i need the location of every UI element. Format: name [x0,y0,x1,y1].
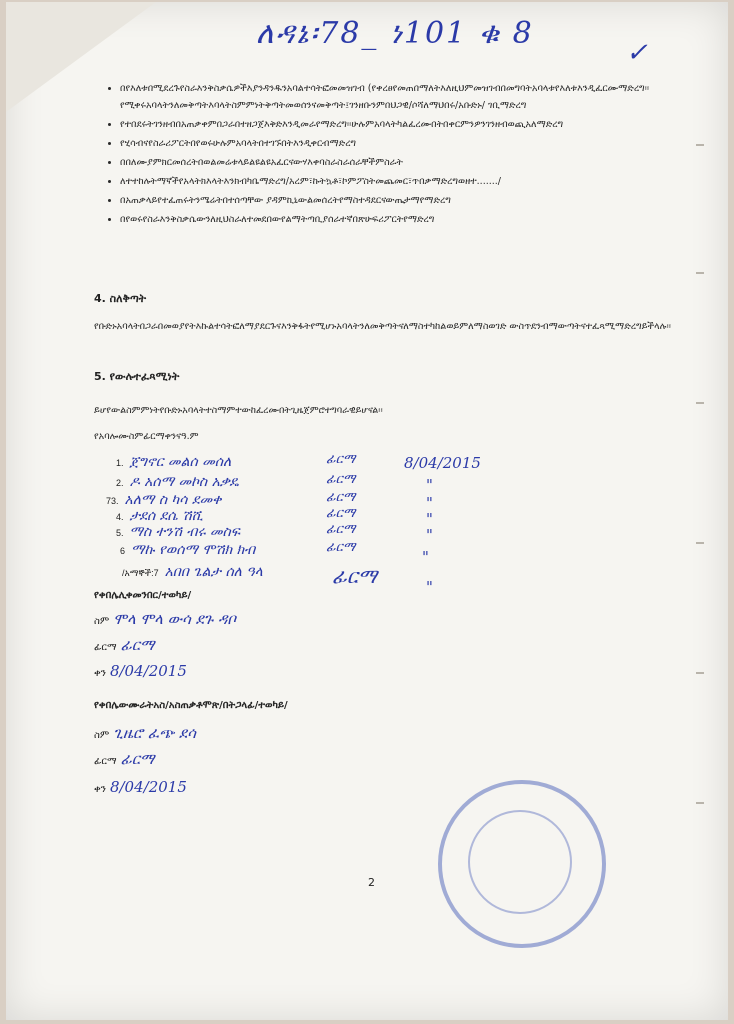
expert-name-field: ስም ጊዜሮ ፈጭ ደሳ [94,724,196,742]
member-date: " [426,494,433,512]
member-row: 4. ታደሰ ደሴ ሽሺ [116,508,203,524]
bullet-item: • ለተተከሉትማኛችየአላትክእላትእንክብካቤማድረግ/አረም፣ኩትኳቶ፣ኮምፖስትመጨመር፣ጥበቃማድረግወዘተ......./ [120,173,680,190]
section-4-heading: 4. ስለቅጣት [94,292,147,305]
member-date: " [426,578,433,596]
chairman-heading: የቀበሌሊቀመንበር/ተወካይ/ [94,590,192,601]
member-signature: ፊርማ [332,564,378,588]
member-signature: ፊርማ [326,540,356,555]
member-row: 1. ጀግኖር መልሰ መሰለ [116,454,232,470]
margin-mark [696,272,704,274]
bullet-list [102,80,680,230]
chairman-signature-field: ፊርማ ፊርማ [94,636,155,654]
bullet-item: • በየእለቱበሚደረጉየስራእንቅስቃሴዎችእያንዳንዱንአባልተሳትፎመመዝገብ (የቀረፀየመጠበማለትእለዚህምመዝገብበመግባትአባላቱየእለቱእንዲፈርሙማድረግ፡፡የሚቀሩአባላትንለመቅጣትእባላትስምምነትቅጣትመወሰንናመቅጣት፤ገንዘቡንምበህጋዊ/ሶሻለማህበሩ/አቡድኑ/ ገቢማድረግ [120,80,680,114]
member-row: 6 ማኩ የወሰማ ሞሽክ ክብ [120,542,256,558]
member-signature: ፊርማ [326,472,356,487]
expert-heading: የቀበሌውሙራትአስ/አስጠቃቶሞጽ/በትጋላፊ/ተወካይ/ [94,700,288,711]
section-4-text: የቡድኑአባላትበጋራበመወያየትእኩልተሳትፎለማያደርጉናእንቅፋትየሚሆኑአባላትንለመቅጣትናለማስተካከልወይምለማስወገድ ውስጥደንብማውጣትናተፈጻሚማድረግይችላሉ፡፡ [94,321,671,332]
member-signature: ፊርማ [326,452,356,467]
margin-mark [696,144,704,146]
chairman-date-field: ቀን 8/04/2015 [94,662,187,680]
check-mark-icon: ✓ [626,38,648,68]
page-number: 2 [368,876,375,889]
member-date: " [426,510,433,528]
bullet-item: • የሂሳብናየስራሪፖርትበየወሩሁሉምአባላትበተገኙበትእንዲቀርብማድረግ [120,135,680,152]
member-date: " [426,526,433,544]
section-5-text: ይሆየውልስምምነትየቡድኑአባላትተስማምተውከፈረሙበትጊዜጀምሮተግባራዊይሆናል፡፡ [94,405,383,416]
bullet-item: • በበለሙያምክርመሰረትበወልመሬቱላይልዩልዩአፈርናውሃእቀባስራስራሰራቸችምስራት [120,154,680,171]
expert-signature-field: ፊርማ ፊርማ [94,750,155,768]
margin-mark [696,672,704,674]
members-label: የአባሎሙስምፊርማቀንናዓ.ም [94,431,199,442]
margin-mark [696,802,704,804]
margin-mark [696,402,704,404]
bullet-item: • በአጠቃላይየተፈጠሩትንሜሬትበተሰጣቸው ያዳምኪኒውልመሰረትየማስተዳደርናውጤታማየማድረግ [120,192,680,209]
bullet-item: • የተበደሩትገንዘብበአጠቃቀምበጋራበተዘጋጀእቅድእንዲመራየማድረግ፡፡ሁሉምአባላትካልፈረሙበትበቀርምንዎንገንዘብወጪአለማድረግ [120,116,680,133]
member-signature: ፊርማ [326,522,356,537]
expert-date-field: ቀን 8/04/2015 [94,778,187,796]
member-row: 5. ማስ ተንሽ ብሩ መስፍ [116,524,241,540]
member-row: /አማኞች:7 አበበ ጌልታ ሰለ ዓላ [122,564,263,580]
member-date: " [426,476,433,494]
official-stamp [438,780,606,948]
margin-mark [696,542,704,544]
section-5-heading: 5. የውሉተፈጻሚነት [94,370,180,383]
member-date: " [422,548,429,566]
stamp-inner-ring [468,810,572,914]
member-row: 73. አለማ ስ ካሳ ደመቀ [106,492,222,508]
member-signature: ፊርማ [326,490,356,505]
member-row: 2. ዶ አሰማ መኮስ አቃዴ [116,474,239,490]
handwritten-reference: ለዳኔ፡78_ ነ101 ቁ 8 [256,16,534,51]
bullet-item: • በየወሩየስራእንቅስቃሴውንለዚህስራለተመደበውየልማትጣቢያሰራተኛበጽሁፍሪፖርትየማድረግ [120,211,680,228]
chairman-name-field: ስም ሞላ ሞላ ውሳ ደጉ ዳቦ [94,610,236,628]
document-page [6,2,728,1020]
member-date: 8/04/2015 [404,454,481,472]
member-signature: ፊርማ [326,506,356,521]
